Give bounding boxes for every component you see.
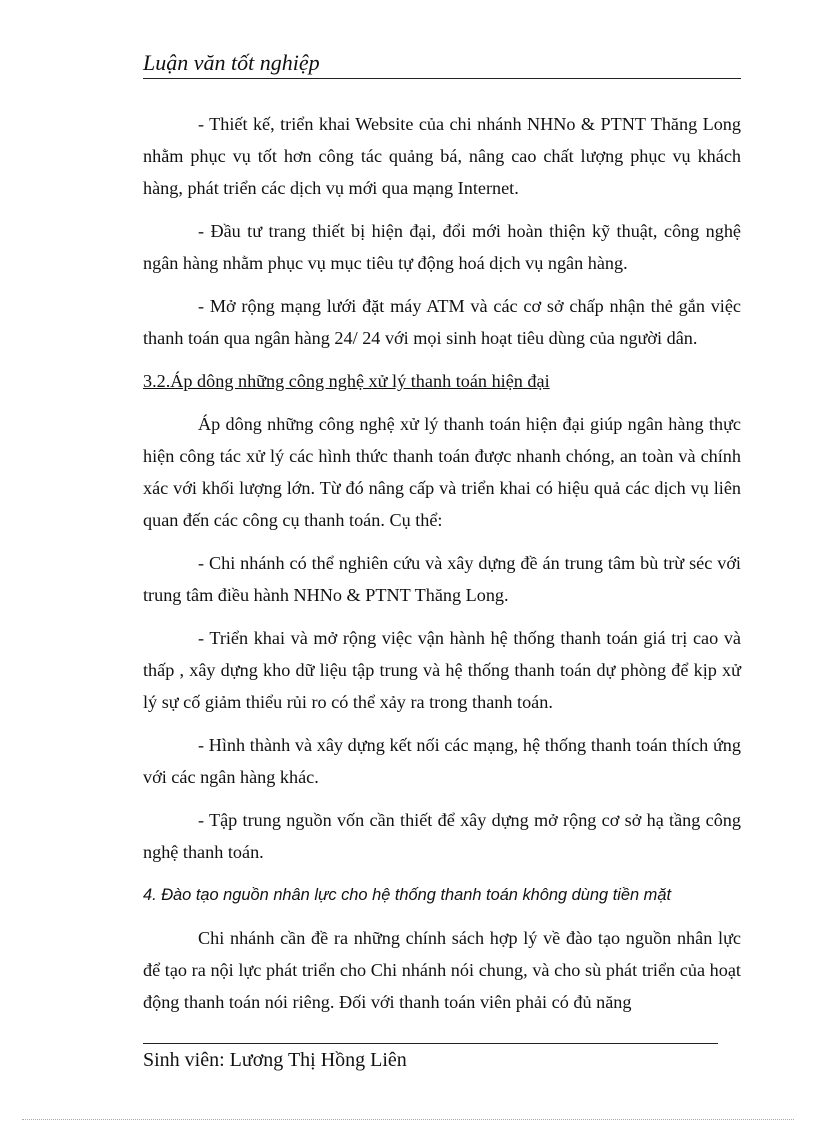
paragraph-website: - Thiết kế, triển khai Website của chi nhánh NHNo & PTNT Thăng Long nhằm phục vụ tốt hơn công tác quảng bá, nâng cao chất lượng phục vụ khách hàng, phát triển các dịch vụ mới qua mạng Internet. bbox=[143, 114, 741, 198]
paragraph-tech-intro: Áp dông những công nghệ xử lý thanh toán hiện đại giúp ngân hàng thực hiện công tác xử lý các hình thức thanh toán được nhanh chóng, an toàn và chính xác với khối lượng lớn. Từ đó nâng cấp và triển khai có hiệu quả các dịch vụ liên quan đến các công cụ thanh toán. Cụ thể: bbox=[143, 414, 741, 530]
paragraph-clearing: - Chi nhánh có thể nghiên cứu và xây dựng đề án trung tâm bù trừ séc với trung tâm điều hành NHNo & PTNT Thăng Long. bbox=[143, 553, 741, 605]
page-header-title: Luận văn tốt nghiệp bbox=[143, 48, 741, 79]
section-heading-3-2: 3.2.Áp dông những công nghệ xử lý thanh toán hiện đại bbox=[143, 371, 550, 391]
paragraph-capital: - Tập trung nguồn vốn cần thiết để xây dựng mở rộng cơ sở hạ tầng công nghệ thanh toán. bbox=[143, 810, 741, 862]
document-body bbox=[143, 108, 741, 1029]
paragraph-training: Chi nhánh cần đề ra những chính sách hợp lý về đào tạo nguồn nhân lực để tạo ra nội lực phát triển cho Chi nhánh nói chung, và cho sù phát triển của hoạt động thanh toán nói riêng. Đối với thanh toán viên phải có đủ năng bbox=[143, 928, 741, 1012]
paragraph-network: - Hình thành và xây dựng kết nối các mạng, hệ thống thanh toán thích ứng với các ngân hàng khác. bbox=[143, 735, 741, 787]
paragraph-equipment: - Đầu tư trang thiết bị hiện đại, đổi mới hoàn thiện kỹ thuật, công nghệ ngân hàng nhằm phục vụ mục tiêu tự động hoá dịch vụ ngân hàng. bbox=[143, 221, 741, 273]
paragraph-payment-system: - Triển khai và mở rộng việc vận hành hệ thống thanh toán giá trị cao và thấp , xây dựng kho dữ liệu tập trung và hệ thống thanh toán dự phòng để kịp xử lý sự cố giảm thiểu rủi ro có thể xảy ra trong thanh toán. bbox=[143, 628, 741, 712]
footer-student-name: Sinh viên: Lương Thị Hồng Liên bbox=[143, 1049, 407, 1071]
page-bottom-border bbox=[22, 1119, 794, 1120]
paragraph-atm: - Mở rộng mạng lưới đặt máy ATM và các cơ sở chấp nhận thẻ gắn việc thanh toán qua ngân hàng 24/ 24 với mọi sinh hoạt tiêu dùng của người dân. bbox=[143, 296, 741, 348]
section-heading-4: 4. Đào tạo nguồn nhân lực cho hệ thống thanh toán không dùng tiền mặt bbox=[143, 886, 672, 904]
footer-divider bbox=[143, 1043, 718, 1044]
